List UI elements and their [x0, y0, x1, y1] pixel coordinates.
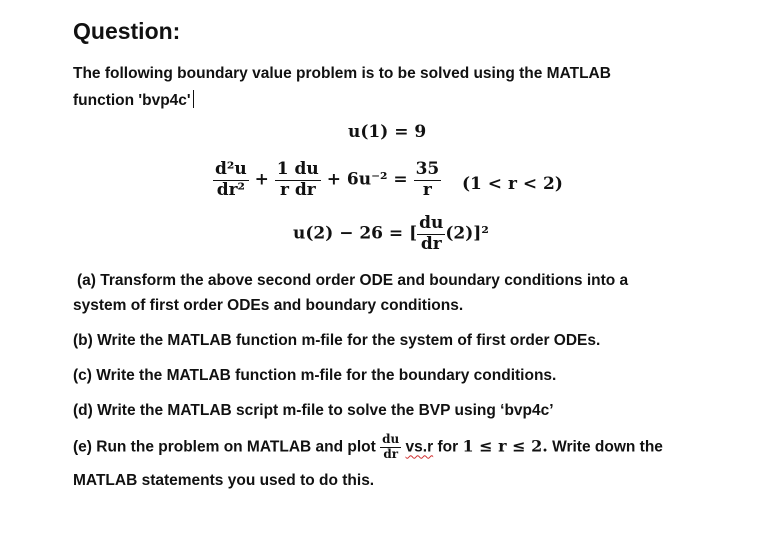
part-e-derivative-numerator: du [382, 432, 400, 446]
plus-sign: + [254, 169, 269, 190]
part-e-line-1 [73, 433, 663, 462]
part-a-line-1: (a) Transform the above second order ODE and boundary conditions into a [77, 272, 629, 289]
ode-domain: (1 < r < 2) [462, 174, 563, 194]
second-derivative-numerator: d²u [215, 159, 247, 179]
part-e-range: 1 ≤ r ≤ 2. [462, 436, 548, 456]
rhs-numerator: 35 [415, 159, 440, 179]
rhs-term [414, 160, 442, 200]
part-b: (b) Write the MATLAB function m-file for the system of first order ODEs. [73, 332, 601, 349]
nonlinear-term: + 6u⁻² = [326, 169, 408, 190]
part-e-line-2: MATLAB statements you used to do this. [73, 472, 375, 489]
intro-line-2 [73, 90, 194, 110]
intro-line-2-text: function 'bvp4c' [73, 92, 191, 109]
part-e-for: for [437, 438, 459, 456]
rhs-denominator: r [422, 179, 432, 200]
part-e-derivative [380, 433, 401, 462]
part-e-text: (e) Run the problem on MATLAB and plot [73, 438, 376, 456]
part-d: (d) Write the MATLAB script m-file to solve the BVP using ‘bvp4c’ [73, 402, 554, 419]
first-derivative-denominator: r dr [279, 179, 316, 200]
bc2-right: (2)]² [445, 223, 489, 244]
first-derivative-numerator: 1 du [276, 159, 319, 179]
part-a-line-2: system of first order ODEs and boundary conditions. [73, 297, 464, 314]
bc2-derivative [417, 214, 445, 254]
text-cursor [193, 90, 194, 108]
second-derivative-denominator: dr² [216, 179, 245, 200]
bc2-derivative-denominator: dr [420, 233, 442, 254]
bc2-left: u(2) − 26 = [ [293, 223, 418, 244]
part-e-derivative-denominator: dr [383, 446, 399, 461]
question-heading: Question: [73, 18, 181, 44]
part-e-vsr: vs.r [405, 438, 434, 456]
intro-line-1: The following boundary value problem is to be solved using the MATLAB [73, 65, 611, 82]
ode-equation [213, 160, 441, 200]
boundary-condition-1: u(1) = 9 [348, 122, 427, 142]
bc2-derivative-numerator: du [419, 213, 444, 233]
part-e-post: Write down the [552, 438, 663, 456]
boundary-condition-2 [293, 214, 489, 254]
second-derivative-term [213, 160, 249, 200]
part-c: (c) Write the MATLAB function m-file for the boundary conditions. [73, 367, 557, 384]
first-derivative-term [275, 160, 321, 200]
